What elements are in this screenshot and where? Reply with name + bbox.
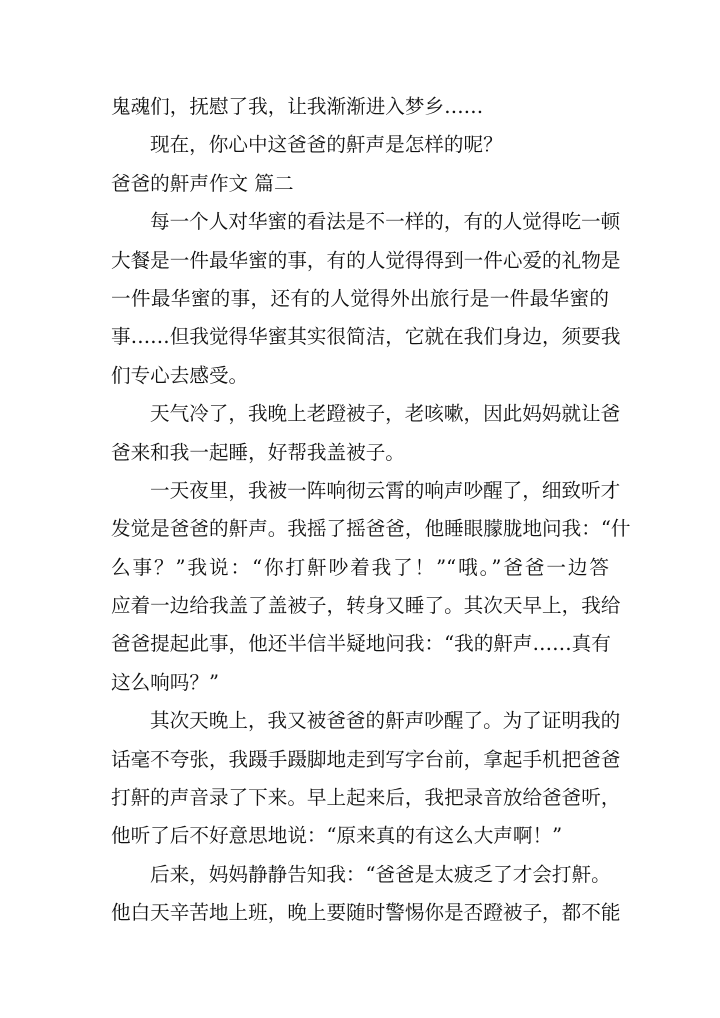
text-line: 爸爸提起此事，他还半信半疑地问我：“我的鼾声……真有 xyxy=(111,632,611,656)
text-line: 话毫不夸张，我蹑手蹑脚地走到写字台前，拿起手机把爸爸 xyxy=(111,747,621,771)
text-line: 一天夜里，我被一阵响彻云霄的响声吵醒了，细致听才 xyxy=(150,478,621,502)
text-line: 其次天晚上，我又被爸爸的鼾声吵醒了。为了证明我的 xyxy=(150,709,621,733)
section-heading: 爸爸的鼾声作文 篇二 xyxy=(111,171,294,195)
text-line: 打鼾的声音录了下来。早上起来后，我把录音放给爸爸听， xyxy=(111,786,621,810)
text-line: 他听了后不好意思地说：“原来真的有这么大声啊！” xyxy=(111,824,563,848)
body-text xyxy=(111,88,631,933)
text-line: 发觉是爸爸的鼾声。我摇了摇爸爸，他睡眼朦胧地问我：“什 xyxy=(111,517,631,541)
text-line: 这么响吗？” xyxy=(111,670,219,694)
text-line: 们专心去感受。 xyxy=(111,363,249,387)
text-line: 爸来和我一起睡，好帮我盖被子。 xyxy=(111,440,405,464)
text-line: 现在，你心中这爸爸的鼾声是怎样的呢？ xyxy=(150,133,503,157)
text-line: 应着一边给我盖了盖被子，转身又睡了。其次天早上，我给 xyxy=(111,594,621,618)
text-line: 么事？”我说：“你打鼾吵着我了！”“哦。”爸爸一边答 xyxy=(111,555,609,579)
text-line: 天气冷了，我晚上老蹬被子，老咳嗽，因此妈妈就让爸 xyxy=(150,402,621,426)
text-line: 鬼魂们，抚慰了我，让我渐渐进入梦乡…… xyxy=(111,95,484,118)
text-line: 后来，妈妈静静告知我：“爸爸是太疲乏了才会打鼾。 xyxy=(150,862,611,886)
text-line: 他白天辛苦地上班，晚上要随时警惕你是否蹬被子，都不能 xyxy=(111,901,621,925)
text-line: 大餐是一件最华蜜的事，有的人觉得得到一件心爱的礼物是 xyxy=(111,248,621,272)
text-line: 事……但我觉得华蜜其实很简洁，它就在我们身边，须要我 xyxy=(111,325,621,349)
text-line: 一件最华蜜的事，还有的人觉得外出旅行是一件最华蜜的 xyxy=(111,286,609,310)
text-line: 每一个人对华蜜的看法是不一样的，有的人觉得吃一顿 xyxy=(150,210,621,234)
